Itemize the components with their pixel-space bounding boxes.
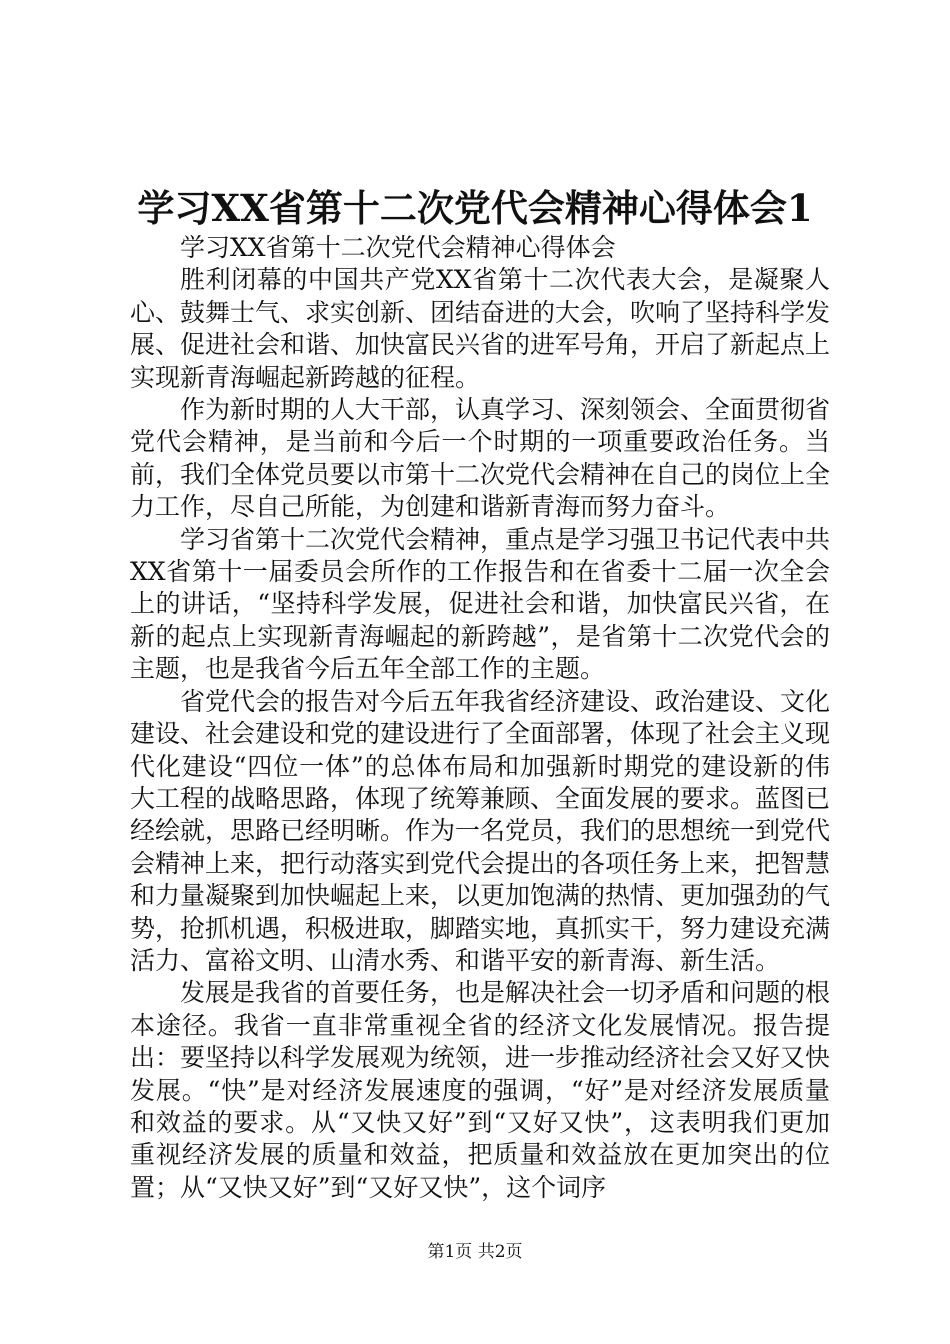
body-paragraph: 发展是我省的首要任务，也是解决社会一切矛盾和问题的根本途径。我省一直非常重视全省的经济文化发展情况。报告提出：要坚持以科学发展观为统领，进一步推动经济社会又好又快发展。“快”是对经济发展速度的强调，“好”是对经济发展质量和效益的要求。从“又快又好”到“又好又快”，这表明我们更加重视经济发展的质量和效益，把质量和效益放在更加突出的位置；从“又快又好”到“又好又快”，这个词序 — [130, 978, 831, 1202]
body-paragraph: 学习省第十二次党代会精神，重点是学习强卫书记代表中共XX省第十一届委员会所作的工作报告和在省委十二届一次全会上的讲话，“坚持科学发展，促进社会和谐，加快富民兴省，在新的起点上实现新青海崛起的新跨越”，是省第十二次党代会的主题，也是我省今后五年全部工作的主题。 — [130, 524, 831, 684]
subtitle-paragraph: 学习XX省第十二次党代会精神心得体会 — [180, 233, 616, 262]
page-number-footer: 第1页 共2页 — [427, 1242, 523, 1262]
body-paragraph: 胜利闭幕的中国共产党XX省第十二次代表大会，是凝聚人心、鼓舞士气、求实创新、团结奋进的大会，吹响了坚持科学发展、促进社会和谐、加快富民兴省的进军号角，开启了新起点上实现新青海崛起新跨越的征程。 — [130, 265, 831, 392]
document-title: 学习XX省第十二次党代会精神心得体会1 — [137, 186, 813, 230]
document-body — [130, 232, 830, 1204]
body-paragraph: 省党代会的报告对今后五年我省经济建设、政治建设、文化建设、社会建设和党的建设进行了全面部署，体现了社会主义现代化建设“四位一体”的总体布局和加强新时期党的建设新的伟大工程的战略思路，体现了统筹兼顾、全面发展的要求。蓝图已经绘就，思路已经明晰。作为一名党员，我们的思想统一到党代会精神上来，把行动落实到党代会提出的各项任务上来，把智慧和力量凝聚到加快崛起上来，以更加饱满的热情、更加强劲的气势，抢抓机遇，积极进取，脚踏实地，真抓实干，努力建设充满活力、富裕文明、山清水秀、和谐平安的新青海、新生活。 — [130, 686, 831, 975]
body-paragraph: 作为新时期的人大干部，认真学习、深刻领会、全面贯彻省党代会精神，是当前和今后一个时期的一项重要政治任务。当前，我们全体党员要以市第十二次党代会精神在自己的岗位上全力工作，尽自己所能，为创建和谐新青海而努力奋斗。 — [130, 395, 831, 522]
